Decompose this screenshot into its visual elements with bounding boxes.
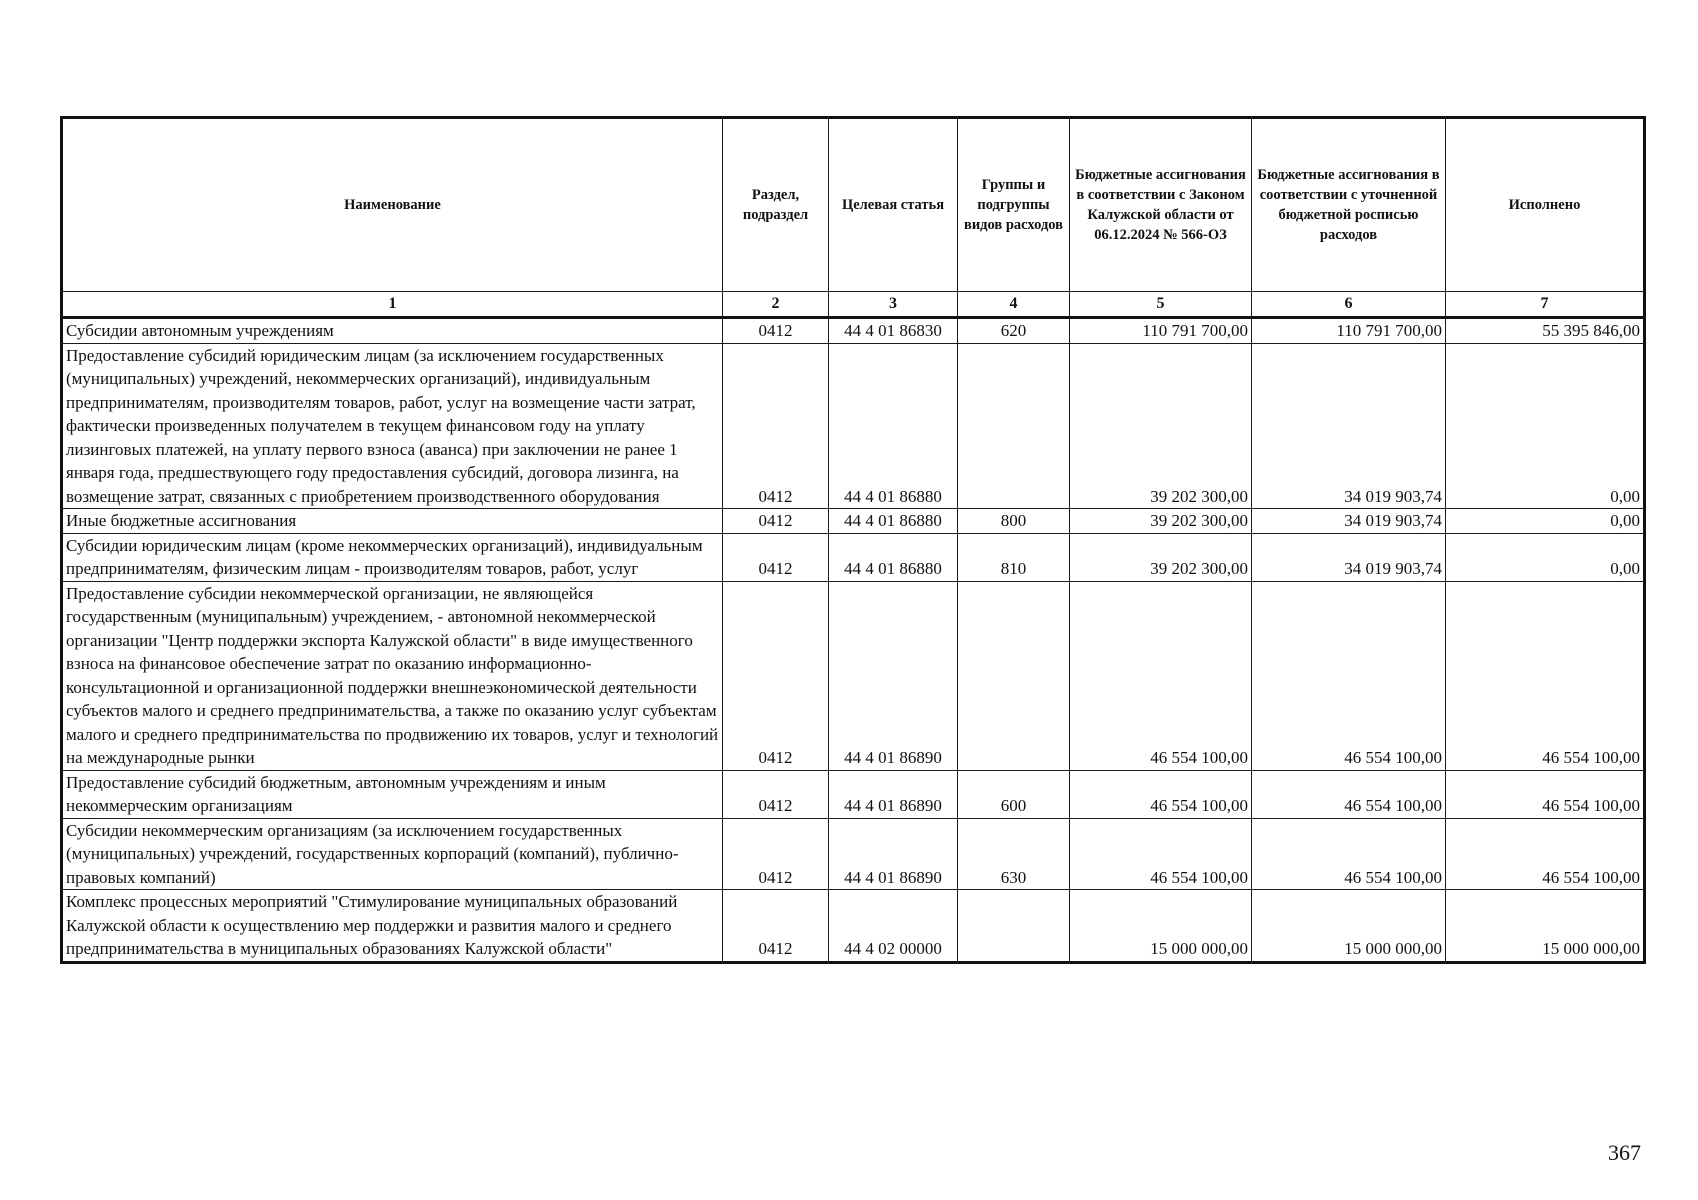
cell-name: Предоставление субсидий юридическим лицам (за исключением государственных (муниципальных) учреждений, некоммерческих организаций), индивидуальным предпринимателям, производителям товаров, работ, услуг на возмещение части затрат, фактически произведенных получателем в текущем финансовом году на уплату лизинговых платежей, на уплату первого взноса (аванса) при заключении не ранее 1 января года, предшествующего году предоставления субсидий, договора лизинга, на возмещение затрат, связанных с приобретением производственного оборудования [62,343,723,509]
cell-section: 0412 [723,818,829,890]
cell-name: Предоставление субсидий бюджетным, автономным учреждениям и иным некоммерческим организациям [62,770,723,818]
cell-name: Субсидии автономным учреждениям [62,318,723,344]
cell-allocation-law: 46 554 100,00 [1070,770,1252,818]
cell-allocation-refined: 46 554 100,00 [1252,818,1446,890]
budget-table [60,116,1646,964]
page-number: 367 [1608,1140,1641,1165]
cell-target-article: 44 4 01 86890 [829,581,958,770]
cell-expense-group [958,343,1070,509]
cell-executed: 0,00 [1446,343,1645,509]
table-row [62,818,1645,890]
cell-name: Предоставление субсидии некоммерческой организации, не являющейся государственным (муниципальным) учреждением, - автономной некоммерческой организации "Центр поддержки экспорта Калужской области" в виде имущественного взноса на финансовое обеспечение затрат по оказанию информационно-консультационной и организационной поддержки внешнеэкономической деятельности субъектов малого и среднего предпринимательства, а также по оказанию услуг субъектам малого и среднего предпринимательства по продвижению их товаров, услуг и технологий на международные рынки [62,581,723,770]
header-allocations-law: Бюджетные ассигнования в соответствии с Законом Калужской области от 06.12.2024 № 566-ОЗ [1070,118,1252,292]
cell-target-article: 44 4 01 86880 [829,343,958,509]
cell-section: 0412 [723,343,829,509]
table-header-row [62,118,1645,292]
cell-section: 0412 [723,509,829,534]
cell-name: Иные бюджетные ассигнования [62,509,723,534]
cell-executed: 55 395 846,00 [1446,318,1645,344]
cell-allocation-refined: 34 019 903,74 [1252,343,1446,509]
cell-target-article: 44 4 01 86890 [829,770,958,818]
header-expense-groups: Группы и подгруппы видов расходов [958,118,1070,292]
table-row [62,770,1645,818]
header-section: Раздел, подраздел [723,118,829,292]
column-number: 7 [1446,292,1645,318]
table-body [62,318,1645,963]
cell-executed: 0,00 [1446,509,1645,534]
cell-allocation-refined: 34 019 903,74 [1252,509,1446,534]
column-number-row [62,292,1645,318]
cell-target-article: 44 4 01 86830 [829,318,958,344]
cell-target-article: 44 4 02 00000 [829,890,958,963]
table-row [62,890,1645,963]
cell-target-article: 44 4 01 86880 [829,509,958,534]
cell-section: 0412 [723,318,829,344]
cell-section: 0412 [723,533,829,581]
cell-allocation-law: 39 202 300,00 [1070,533,1252,581]
cell-name: Субсидии юридическим лицам (кроме некоммерческих организаций), индивидуальным предпринимателям, физическим лицам - производителям товаров, работ, услуг [62,533,723,581]
cell-section: 0412 [723,890,829,963]
cell-expense-group: 630 [958,818,1070,890]
cell-section: 0412 [723,581,829,770]
cell-target-article: 44 4 01 86890 [829,818,958,890]
cell-executed: 46 554 100,00 [1446,818,1645,890]
cell-expense-group [958,890,1070,963]
cell-expense-group: 600 [958,770,1070,818]
cell-executed: 46 554 100,00 [1446,770,1645,818]
cell-allocation-law: 39 202 300,00 [1070,343,1252,509]
table-row [62,343,1645,509]
cell-allocation-refined: 15 000 000,00 [1252,890,1446,963]
cell-allocation-refined: 110 791 700,00 [1252,318,1446,344]
cell-expense-group [958,581,1070,770]
cell-name: Комплекс процессных мероприятий "Стимулирование муниципальных образований Калужской области к осуществлению мер поддержки и развития малого и среднего предпринимательства в муниципальных образованиях Калужской области" [62,890,723,963]
header-executed: Исполнено [1446,118,1645,292]
header-target-article: Целевая статья [829,118,958,292]
cell-allocation-refined: 46 554 100,00 [1252,770,1446,818]
table-row [62,581,1645,770]
column-number: 1 [62,292,723,318]
table-row [62,509,1645,534]
cell-allocation-refined: 34 019 903,74 [1252,533,1446,581]
column-number: 2 [723,292,829,318]
cell-name: Субсидии некоммерческим организациям (за исключением государственных (муниципальных) учреждений, государственных корпораций (компаний), публично-правовых компаний) [62,818,723,890]
column-number: 4 [958,292,1070,318]
table-row [62,533,1645,581]
cell-executed: 46 554 100,00 [1446,581,1645,770]
cell-allocation-law: 46 554 100,00 [1070,818,1252,890]
cell-allocation-law: 39 202 300,00 [1070,509,1252,534]
cell-allocation-law: 46 554 100,00 [1070,581,1252,770]
header-name: Наименование [62,118,723,292]
table-row [62,318,1645,344]
cell-allocation-law: 110 791 700,00 [1070,318,1252,344]
cell-expense-group: 810 [958,533,1070,581]
header-allocations-refined: Бюджетные ассигнования в соответствии с уточненной бюджетной росписью расходов [1252,118,1446,292]
cell-section: 0412 [723,770,829,818]
cell-allocation-law: 15 000 000,00 [1070,890,1252,963]
column-number: 6 [1252,292,1446,318]
cell-executed: 15 000 000,00 [1446,890,1645,963]
cell-allocation-refined: 46 554 100,00 [1252,581,1446,770]
column-number: 3 [829,292,958,318]
cell-expense-group: 800 [958,509,1070,534]
cell-target-article: 44 4 01 86880 [829,533,958,581]
column-number: 5 [1070,292,1252,318]
cell-executed: 0,00 [1446,533,1645,581]
cell-expense-group: 620 [958,318,1070,344]
